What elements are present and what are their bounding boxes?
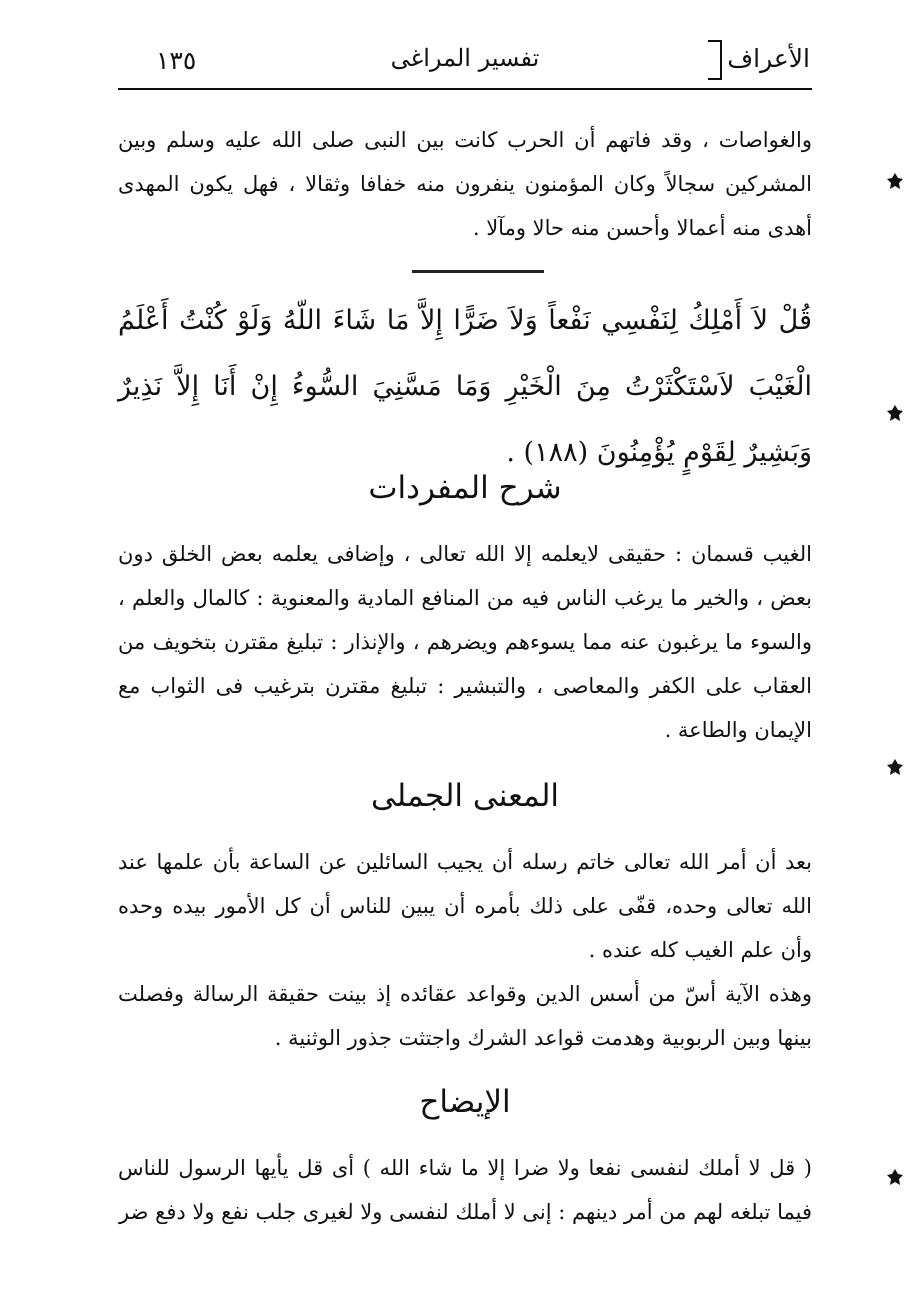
verse-text: قُلْ لاَ أَمْلِكُ لِنَفْسِي نَفْعاً وَلاَ ضَرًّا إِلاَّ مَا شَاءَ اللّهُ وَلَوْ كُنْتُ أَعْلَمُ الْغَيْبَ لاَسْتَكْثَرْتُ مِنَ الْخَيْرِ وَمَا مَسَّنِيَ السُّوءُ إِنْ أَنَا إِلاَّ نَذِيرٌ وَبَشِيرٌ لِقَوْمٍ يُؤْمِنُونَ <box>118 305 812 468</box>
verse-paragraph <box>118 288 812 486</box>
explanation-block <box>118 1146 812 1234</box>
verse-number: (١٨٨) . <box>506 437 589 468</box>
opening-paragraph: والغواصات ، وقد فاتهم أن الحرب كانت بين النبى صلى الله عليه وسلم وبين المشركين سجالاً وكان المؤمنون ينفرون منه خفافا وثقالا ، فهل يكون المهدى أهدى منه أعمالا وأحسن منه حالا ومآلا . <box>118 128 812 240</box>
general-meaning-block <box>118 840 812 1060</box>
vocabulary-block <box>118 532 812 752</box>
book-title: تفسير المراغى <box>390 44 540 72</box>
general-meaning-paragraph-1: بعد أن أمر الله تعالى خاتم رسله أن يجيب السائلين عن الساعة بأن علمها عند الله تعالى وحده، قفّى على ذلك بأمره أن يبين للناس أن كل الأمور بيده وحده وأن علم الغيب كله عنده . <box>118 850 812 962</box>
quran-verse <box>118 288 812 486</box>
general-meaning-paragraph-2: وهذه الآية أسّ من أسس الدين وقواعد عقائده إذ بينت حقيقة الرسالة وفصلت بينها وبين الربوبية وهدمت قواعد الشرك واجتثت جذور الوثنية . <box>118 982 812 1050</box>
section-heading-general-meaning: المعنى الجملى <box>370 778 560 814</box>
vocabulary-paragraph: الغيب قسمان : حقيقى لايعلمه إلا الله تعالى ، وإضافى يعلمه بعض الخلق دون بعض ، والخير ما يرغب الناس فيه من المنافع المادية والمعنوية : كالمال والعلم ، والسوء ما يرغبون عنه مما يسوءهم ويضرهم ، والإنذار : تبليغ مقترن بتخويف من العقاب على الكفر والمعاصى ، والتبشير : تبليغ مقترن بترغيب فى الثواب مع الإيمان والطاعة . <box>118 542 812 742</box>
explanation-paragraph: ( قل لا أملك لنفسى نفعا ولا ضرا إلا ما شاء الله ) أى قل يأيها الرسول للناس فيما تبلغه لهم من أمر دينهم : إنى لا أملك لنفسى ولا لغيرى جلب نفع ولا دفع ضر <box>118 1156 812 1224</box>
margin-ornament-icon <box>886 172 904 190</box>
section-divider <box>412 270 544 273</box>
opening-paragraph-block <box>118 118 812 250</box>
section-heading-vocabulary: شرح المفردات <box>368 470 562 506</box>
page-header <box>120 42 810 82</box>
header-rule <box>118 88 812 90</box>
margin-ornament-icon <box>886 404 904 422</box>
surah-name: الأعراف <box>727 44 810 73</box>
margin-ornament-icon <box>886 758 904 776</box>
margin-ornament-icon <box>886 1168 904 1186</box>
section-heading-explanation: الإيضاح <box>419 1084 511 1120</box>
page-number: ١٣٥ <box>156 46 197 75</box>
